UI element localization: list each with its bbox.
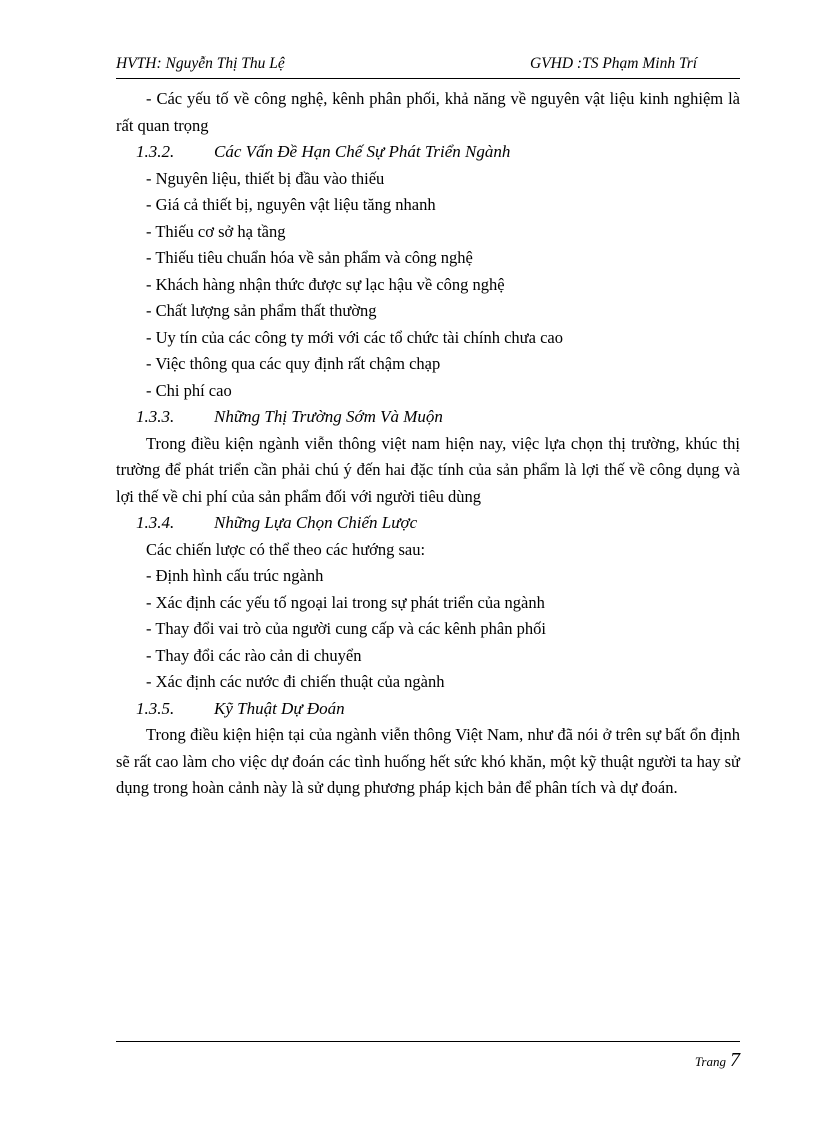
list-item: - Thiếu cơ sở hạ tầng <box>146 221 286 241</box>
section-title: Những Lựa Chọn Chiến Lược <box>214 513 418 532</box>
lead-text: Các chiến lược có thể theo các hướng sau: <box>146 539 426 559</box>
section-number: 1.3.4. <box>136 513 175 532</box>
advisor-name: GVHD :TS Phạm Minh Trí <box>530 55 698 72</box>
section-title: Những Thị Trường Sớm Và Muộn <box>214 407 443 426</box>
section-heading-1-3-4 <box>116 510 740 537</box>
page-footer <box>116 1041 740 1082</box>
page-number-value: 7 <box>730 1049 740 1071</box>
section-heading-1-3-3 <box>116 404 740 431</box>
section-number: 1.3.5. <box>136 698 175 718</box>
list-item: - Nguyên liệu, thiết bị đầu vào thiếu <box>146 168 385 188</box>
list-item: - Xác định các yếu tố ngoại lai trong sự phát triển của ngành <box>146 592 545 612</box>
student-name: HVTH: Nguyễn Thị Thu Lệ <box>116 55 285 72</box>
list-item: - Giá cả thiết bị, nguyên vật liệu tăng nhanh <box>146 195 436 214</box>
section-title: Các Vấn Đề Hạn Chế Sự Phát Triển Ngành <box>214 142 511 161</box>
section-title: Kỹ Thuật Dự Đoán <box>214 698 345 718</box>
section-number: 1.3.3. <box>136 407 175 426</box>
section-heading-1-3-5 <box>116 696 740 723</box>
section-heading-1-3-2 <box>116 139 740 166</box>
list-item: - Thay đổi vai trò của người cung cấp và các kênh phân phối <box>146 619 546 638</box>
document-body <box>116 86 740 802</box>
list-item: - Uy tín của các công ty mới với các tổ chức tài chính chưa cao <box>146 327 563 347</box>
page-label: Trang <box>694 1054 726 1069</box>
page-header <box>116 52 740 79</box>
list-item: - Chi phí cao <box>146 380 232 400</box>
list-item: - Chất lượng sản phẩm thất thường <box>146 301 377 320</box>
section-number: 1.3.2. <box>136 142 175 161</box>
paragraph: Trong điều kiện ngành viễn thông việt nam hiện nay, việc lựa chọn thị trường, khúc thị trường để phát triển cần phải chú ý đến hai đặc tính của sản phẩm là lợi thế về công dụng và lợi thế về chi phí của sản phẩm đối với người tiêu dùng <box>116 433 740 506</box>
list-item: - Thay đổi các rào cản di chuyển <box>146 645 362 665</box>
list-item: - Khách hàng nhận thức được sự lạc hậu về công nghệ <box>146 274 505 294</box>
list-item: - Việc thông qua các quy định rất chậm chạp <box>146 354 441 373</box>
paragraph: Trong điều kiện hiện tại của ngành viễn thông Việt Nam, như đã nói ở trên sự bất ổn định sẽ rất cao làm cho việc dự đoán các tình huống hết sức khó khăn, một kỹ thuật người ta hay sử dụng trong hoàn cảnh này là sử dụng phương pháp kịch bản để phân tích và dự đoán. <box>116 725 740 797</box>
list-item: - Định hình cấu trúc ngành <box>146 566 324 585</box>
list-item: - Thiếu tiêu chuẩn hóa về sản phẩm và công nghệ <box>146 248 473 267</box>
intro-bullet: - Các yếu tố về công nghệ, kênh phân phối, khả năng về nguyên vật liệu kinh nghiệm là rất quan trọng <box>116 89 740 135</box>
list-item: - Xác định các nước đi chiến thuật của ngành <box>146 672 445 691</box>
page-number <box>695 1049 740 1072</box>
